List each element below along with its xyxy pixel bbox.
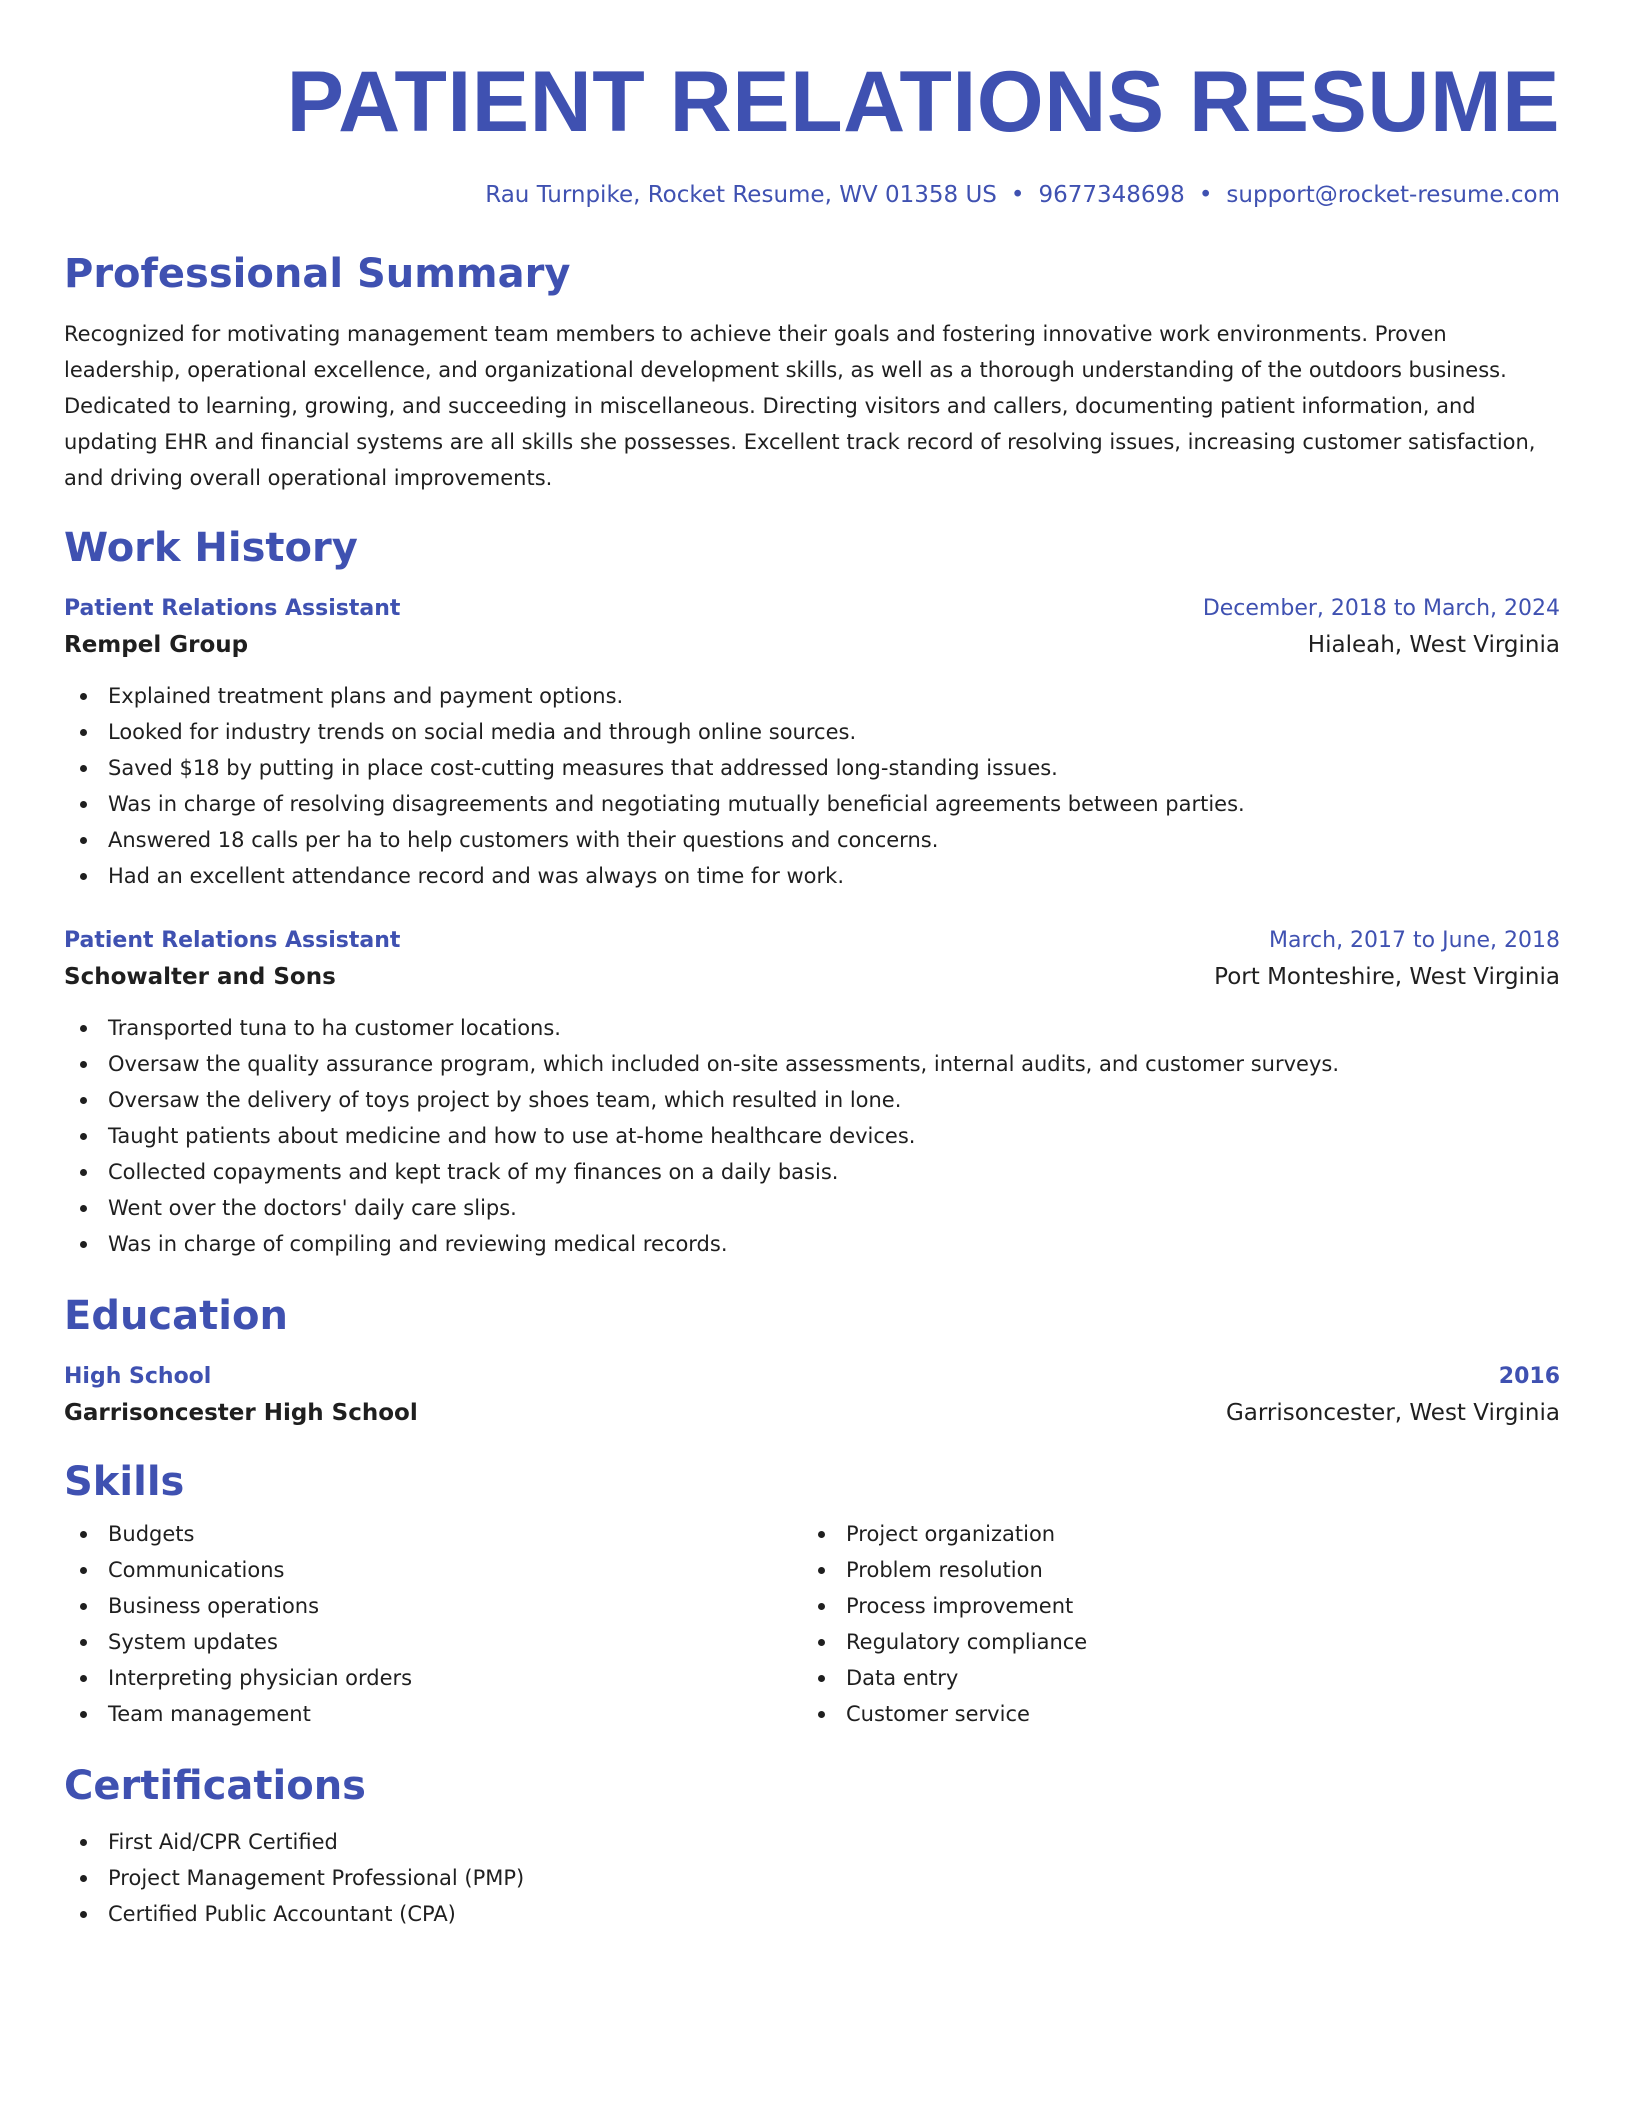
- skill-item: Communications: [108, 1552, 802, 1588]
- job-bullet: Transported tuna to ha customer locations.: [108, 1010, 1560, 1046]
- job-bullet: Oversaw the delivery of toys project by shoes team, which resulted in lone.: [108, 1082, 1560, 1118]
- summary-text: Recognized for motivating management team members to achieve their goals and fostering innovative work environments. Proven leadership, operational excellence, and organizational development skills, as well as a thorough understanding of the outdoors business. Dedicated to learning, growing, and succeeding in miscellaneous. Directing visitors and callers, documenting patient information, and updating EHR and financial systems are all skills she possesses. Excellent track record of resolving issues, increasing customer satisfaction, and driving overall operational improvements.: [64, 322, 1536, 490]
- certifications-heading: Certifications: [64, 1763, 366, 1809]
- skills-grid: [64, 1512, 1560, 1732]
- contact-email: support@rocket-resume.com: [1226, 182, 1560, 208]
- skill-item: Team management: [108, 1696, 802, 1732]
- skill-item: Project organization: [846, 1516, 1540, 1552]
- certification-item: First Aid/CPR Certified: [108, 1824, 1560, 1860]
- job-bullet-list: [64, 678, 1560, 894]
- job-header-row: [64, 924, 1560, 958]
- education-school: Garrisoncester High School: [64, 1400, 418, 1426]
- contact-separator: •: [1198, 182, 1213, 208]
- job-company: Schowalter and Sons: [64, 964, 336, 990]
- education-entry: [64, 1360, 1560, 1432]
- job-entry: [64, 924, 1560, 1262]
- job-header-row: [64, 592, 1560, 626]
- skills-list: [64, 1516, 802, 1732]
- contact-separator: •: [1010, 182, 1025, 208]
- job-dates: December, 2018 to March, 2024: [1202, 596, 1560, 621]
- skill-item: System updates: [108, 1624, 802, 1660]
- job-bullet: Answered 18 calls per ha to help customers with their questions and concerns.: [108, 822, 1560, 858]
- job-company: Rempel Group: [64, 632, 249, 658]
- work-history-heading: Work History: [64, 525, 358, 571]
- skills-column-left: [64, 1512, 802, 1732]
- resume-title: PATIENT RELATIONS RESUME: [286, 54, 1560, 150]
- contact-line: [64, 180, 1560, 210]
- skill-item: Regulatory compliance: [846, 1624, 1540, 1660]
- skill-item: Process improvement: [846, 1588, 1540, 1624]
- job-bullet-list: [64, 1010, 1560, 1262]
- education-school-row: [64, 1394, 1560, 1432]
- job-company-row: [64, 626, 1560, 664]
- job-bullet: Was in charge of resolving disagreements and negotiating mutually beneficial agreements between parties.: [108, 786, 1560, 822]
- education-degree: High School: [64, 1364, 212, 1389]
- education-date: 2016: [1498, 1364, 1560, 1389]
- job-bullet: Oversaw the quality assurance program, which included on-site assessments, internal audits, and customer surveys.: [108, 1046, 1560, 1082]
- certifications-list: [64, 1824, 1560, 1932]
- job-bullet: Had an excellent attendance record and was always on time for work.: [108, 858, 1560, 894]
- skill-item: Business operations: [108, 1588, 802, 1624]
- job-company-row: [64, 958, 1560, 996]
- summary-heading: Professional Summary: [64, 251, 571, 297]
- education-header-row: [64, 1360, 1560, 1394]
- job-entry: [64, 592, 1560, 894]
- job-title: Patient Relations Assistant: [64, 928, 401, 953]
- job-location: Port Monteshire, West Virginia: [1214, 964, 1560, 990]
- contact-phone: 9677348698: [1038, 182, 1185, 208]
- skill-item: Interpreting physician orders: [108, 1660, 802, 1696]
- skills-column-right: [802, 1512, 1540, 1732]
- skill-item: Data entry: [846, 1660, 1540, 1696]
- skills-heading: Skills: [64, 1459, 185, 1505]
- skill-item: Problem resolution: [846, 1552, 1540, 1588]
- education-heading: Education: [64, 1293, 288, 1339]
- certification-item: Project Management Professional (PMP): [108, 1860, 1560, 1896]
- resume-page: [64, 0, 1560, 1932]
- certification-item: Certified Public Accountant (CPA): [108, 1896, 1560, 1932]
- education-location: Garrisoncester, West Virginia: [1225, 1400, 1560, 1426]
- job-title: Patient Relations Assistant: [64, 596, 401, 621]
- job-location: Hialeah, West Virginia: [1307, 632, 1560, 658]
- job-bullet: Was in charge of compiling and reviewing medical records.: [108, 1226, 1560, 1262]
- skill-item: Customer service: [846, 1696, 1540, 1732]
- job-bullet: Taught patients about medicine and how to use at-home healthcare devices.: [108, 1118, 1560, 1154]
- skill-item: Budgets: [108, 1516, 802, 1552]
- job-bullet: Looked for industry trends on social media and through online sources.: [108, 714, 1560, 750]
- job-bullet: Explained treatment plans and payment options.: [108, 678, 1560, 714]
- job-bullet: Collected copayments and kept track of my finances on a daily basis.: [108, 1154, 1560, 1190]
- skills-list: [802, 1516, 1540, 1732]
- job-bullet: Went over the doctors' daily care slips.: [108, 1190, 1560, 1226]
- job-bullet: Saved $18 by putting in place cost-cutting measures that addressed long-standing issues.: [108, 750, 1560, 786]
- contact-address: Rau Turnpike, Rocket Resume, WV 01358 US: [485, 182, 997, 208]
- job-dates: March, 2017 to June, 2018: [1269, 928, 1560, 953]
